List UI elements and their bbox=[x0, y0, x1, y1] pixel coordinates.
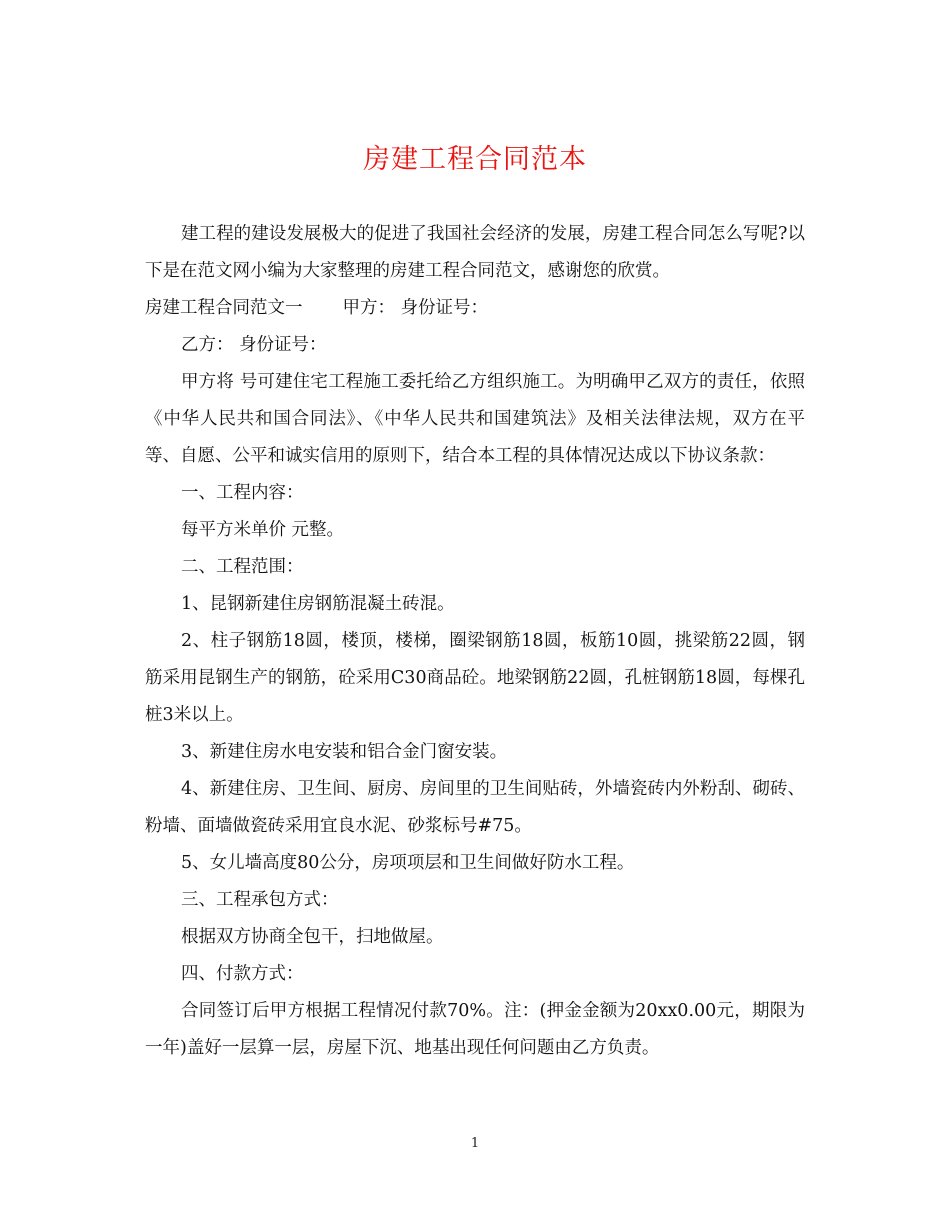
scope-item-5: 5、女儿墙高度80公分，房项项层和卫生间做好防水工程。 bbox=[181, 853, 635, 873]
intro-paragraph: 建工程的建设发展极大的促进了我国社会经济的发展，房建工程合同怎么写呢?以下是在范文网小编为大家整理的房建工程合同范文，感谢您的欣赏。 bbox=[145, 224, 805, 281]
scope-item-4: 4、新建住房、卫生间、厨房、房间里的卫生间贴砖，外墙瓷砖内外粉刮、砌砖、粉墙、面墙做瓷砖采用宜良水泥、砂浆标号#75。 bbox=[145, 779, 805, 836]
scope-item-1: 1、昆钢新建住房钢筋混凝土砖混。 bbox=[181, 594, 455, 614]
document-title: 房建工程合同范本 bbox=[363, 144, 587, 175]
section-3-heading: 三、工程承包方式： bbox=[181, 890, 339, 910]
scope-item-2: 2、柱子钢筋18圆，楼顶，楼梯，圈梁钢筋18圆，板筋10圆，挑梁筋22圆，钢筋采用昆钢生产的钢筋，砼采用C30商品砼。地梁钢筋22圆，孔桩钢筋18圆，每棵孔桩3米以上。 bbox=[145, 631, 805, 725]
page-number: 1 bbox=[470, 1136, 480, 1151]
scope-item-3: 3、新建住房水电安装和铝合金门窗安装。 bbox=[181, 742, 508, 762]
party-b-line: 乙方： 身份证号： bbox=[181, 335, 327, 355]
section-2-heading: 二、工程范围： bbox=[181, 557, 304, 577]
sample-heading: 房建工程合同范文一 bbox=[145, 298, 303, 318]
document-body bbox=[145, 216, 805, 1067]
section-1-text: 每平方米单价 元整。 bbox=[181, 520, 345, 540]
section-1-heading: 一、工程内容： bbox=[181, 483, 304, 503]
section-3-text: 根据双方协商全包干，扫地做屋。 bbox=[181, 927, 444, 947]
party-a-line: 甲方： 身份证号： bbox=[342, 298, 489, 318]
sample-heading-line bbox=[145, 290, 805, 327]
section-4-text: 合同签订后甲方根据工程情况付款70%。注：(押金金额为20xx0.00元，期限为一年)盖好一层算一层，房屋下沉、地基出现任何问题由乙方负责。 bbox=[145, 1001, 805, 1058]
section-4-heading: 四、付款方式： bbox=[181, 964, 304, 984]
preamble-paragraph: 甲方将 号可建住宅工程施工委托给乙方组织施工。为明确甲乙双方的责任，依照《中华人民共和国合同法》、《中华人民共和国建筑法》及相关法律法规，双方在平等、自愿、公平和诚实信用的原则下，结合本工程的具体情况达成以下协议条款： bbox=[145, 372, 805, 466]
